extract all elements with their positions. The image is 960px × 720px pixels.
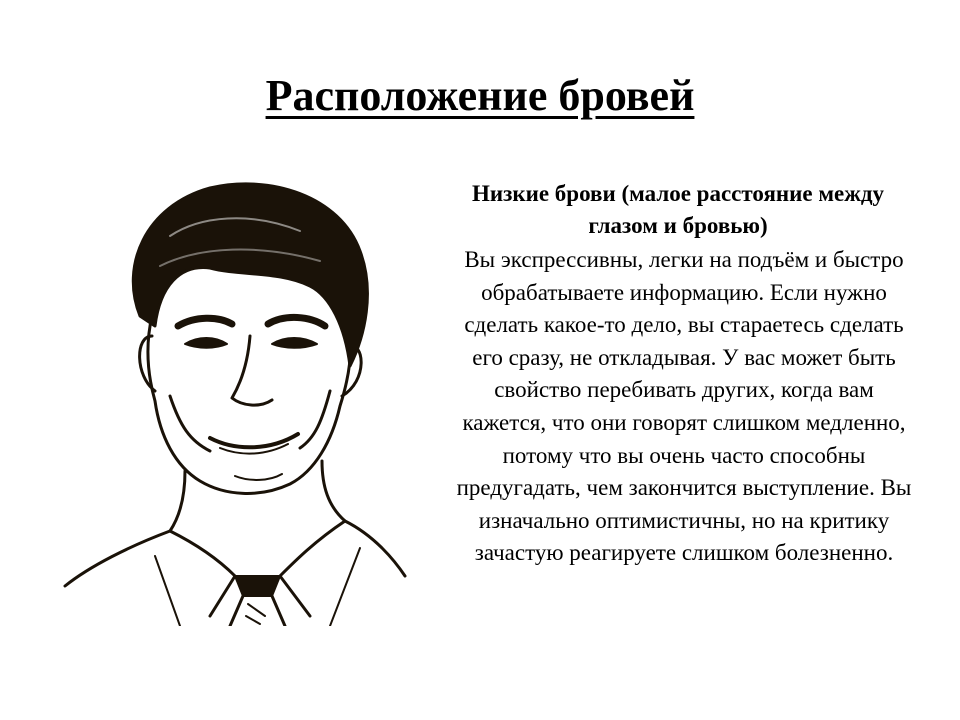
- man-portrait-sketch-icon: [60, 176, 410, 626]
- slide-body-text: Вы экспрессивны, легки на подъём и быстро обрабатываете информацию. Если нужно сделать какое-то дело, вы стараетесь сделать его сразу, не откладывая. У вас может быть свойство перебивать других, когда вам кажется, что они говорят слишком медленно, потому что вы очень часто способны предугадать, чем закончится выступление. Вы изначально оптимистичны, но на критику зачастую реагируете слишком болезненно.: [456, 247, 912, 566]
- slide-title: Расположение бровей: [265, 71, 695, 120]
- slide-subtitle: Низкие брови (малое расстояние между глазом и бровью): [471, 181, 885, 238]
